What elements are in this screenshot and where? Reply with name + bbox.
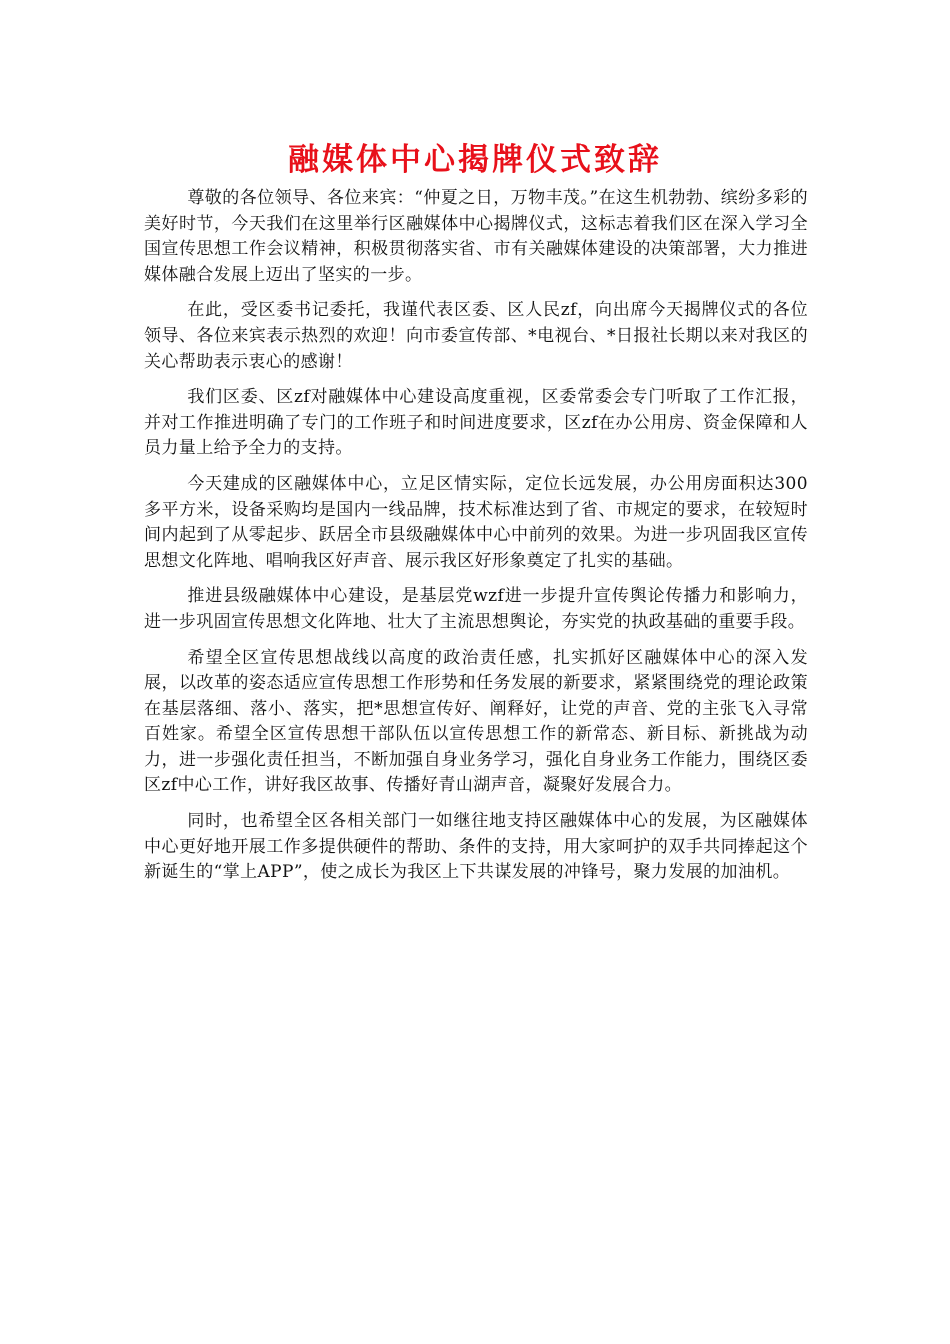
- paragraph-welcome: 在此，受区委书记委托，我谨代表区委、区人民zf，向出席今天揭牌仪式的各位领导、各位来宾表示热烈的欢迎！向市委宣传部、*电视台、*日报社长期以来对我区的关心帮助表示衷心的感谢！: [144, 300, 808, 372]
- document-body: [144, 186, 808, 896]
- paragraph-hopes: 希望全区宣传思想战线以高度的政治责任感，扎实抓好区融媒体中心的深入发展，以改革的姿态适应宣传思想工作形势和任务发展的新要求，紧紧围绕党的理论政策在基层落细、落小、落实，把*思想宣传好、阐释好，让党的声音、党的主张飞入寻常百姓家。希望全区宣传思想干部队伍以宣传思想工作的新常态、新目标、新挑战为动力，进一步强化责任担当，不断加强自身业务学习，强化自身业务工作能力，围绕区委区zf中心工作，讲好我区故事、传播好青山湖声音，凝聚好发展合力。: [144, 647, 808, 796]
- document-title: 融媒体中心揭牌仪式致辞: [288, 142, 662, 178]
- paragraph-closing: 同时，也希望全区各相关部门一如继往地支持区融媒体中心的发展，为区融媒体中心更好地开展工作多提供硬件的帮助、条件的支持，用大家呵护的双手共同捧起这个新诞生的“掌上APP”，使之成长为我区上下共谋发展的冲锋号，聚力发展的加油机。: [144, 811, 808, 883]
- paragraph-greeting: 尊敬的各位领导、各位来宾：“仲夏之日，万物丰茂。”在这生机勃勃、缤纷多彩的美好时节，今天我们在这里举行区融媒体中心揭牌仪式，这标志着我们区在深入学习全国宣传思想工作会议精神，积极贯彻落实省、市有关融媒体建设的决策部署，大力推进媒体融合发展上迈出了坚实的一步。: [144, 188, 808, 285]
- paragraph-achievements: 今天建成的区融媒体中心，立足区情实际，定位长远发展，办公用房面积达300多平方米，设备采购均是国内一线品牌，技术标准达到了省、市规定的要求，在较短时间内起到了从零起步、跃居全市县级融媒体中心中前列的效果。为进一步巩固我区宣传思想文化阵地、唱响我区好声音、展示我区好形象奠定了扎实的基础。: [144, 473, 808, 571]
- paragraph-attention: 我们区委、区zf对融媒体中心建设高度重视，区委常委会专门听取了工作汇报，并对工作推进明确了专门的工作班子和时间进度要求，区zf在办公用房、资金保障和人员力量上给予全力的支持。: [144, 387, 808, 459]
- paragraph-significance: 推进县级融媒体中心建设，是基层党wzf进一步提升宣传舆论传播力和影响力，进一步巩固宣传思想文化阵地、壮大了主流思想舆论，夯实党的执政基础的重要手段。: [144, 586, 808, 632]
